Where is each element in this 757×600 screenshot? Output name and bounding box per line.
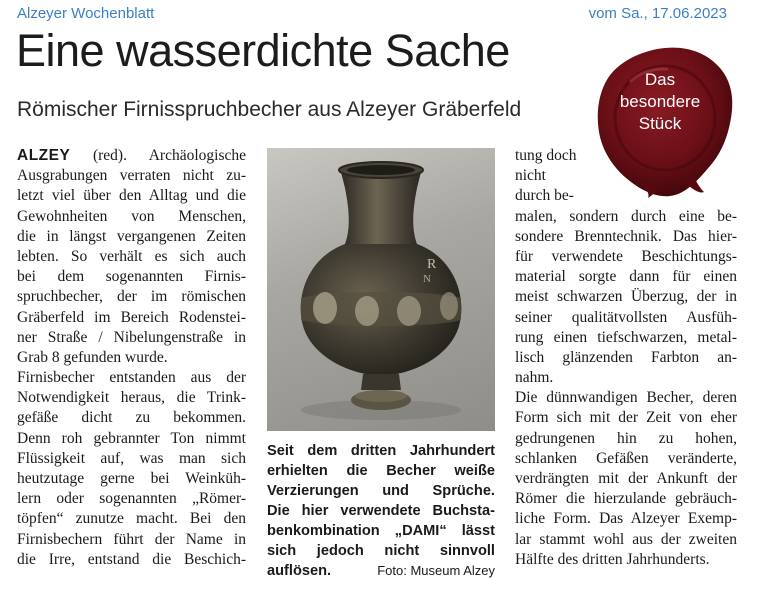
article-line: lisch glänzenden Farbton an- <box>515 348 737 366</box>
article-line: töpfen“ zunutze macht. Bei den <box>17 510 246 528</box>
article-line: nahm. <box>515 369 554 387</box>
article-line: gefäße dicht zu bekommen. <box>17 409 246 427</box>
svg-text:R: R <box>427 257 437 272</box>
badge-line: Das <box>644 70 676 89</box>
article-line <box>17 146 246 166</box>
article-line: Grab 8 gefunden wurde. <box>17 348 168 366</box>
article-line: verdrängten mit der Ankunft der <box>515 470 737 487</box>
article-line: nicht <box>515 167 546 185</box>
article-line: spruchbecher, der im römischen <box>17 288 246 306</box>
caption-last-text: auflösen. <box>267 563 332 579</box>
article-line: Denn roh gebrannter Ton nimmt <box>17 429 246 447</box>
photo-caption <box>267 441 495 581</box>
article-line: bei dem sogenannten Firnis- <box>17 268 246 286</box>
article-line: lern oder sogenannten „Römer- <box>17 490 246 508</box>
article-line: Römer die hierzulande gebräuch- <box>515 490 737 508</box>
headline: Eine wasserdichte Sache <box>16 25 510 76</box>
article-line: rung einen tiefschwarzen, metal- <box>515 328 737 346</box>
article-line: malen, sondern durch eine be- <box>515 207 737 225</box>
article-line: die in längst vergangenen Zeiten <box>17 227 246 245</box>
caption-line <box>267 561 495 581</box>
article-line: die Irre, entstand die Beschich- <box>17 550 246 568</box>
caption-line: Verzierungen und Sprüche. <box>267 483 495 499</box>
article-line: Gewohnheiten von Menschen, <box>17 207 246 225</box>
article-line: lebten. So verhält es sich auch <box>17 247 246 265</box>
publication-date: vom Sa., 17.06.2023 <box>588 5 727 22</box>
caption-line: sich jedoch nicht sinnvoll <box>267 543 495 559</box>
article-line: Notwendigkeit heraus, die Trink- <box>17 389 246 407</box>
badge-line: Stück <box>638 114 682 133</box>
article-line: für verwendete Beschichtungs- <box>515 247 737 265</box>
article-line: Hälfte des dritten Jahrhunderts. <box>515 550 710 568</box>
vase-photo <box>267 148 495 431</box>
article-line: heutzutage gerne bei Weinküh- <box>17 470 246 487</box>
article-line: Firnisbecher entstanden aus der <box>17 369 246 387</box>
photo-credit: Foto: Museum Alzey <box>377 563 495 578</box>
article-column-3 <box>515 146 737 570</box>
article-line: material sorgte dann für einen <box>515 268 737 286</box>
article-line: liche Form. Das Alzeyer Exemp- <box>515 510 737 528</box>
badge-label <box>614 69 706 135</box>
svg-text:N: N <box>423 273 431 285</box>
article-line: sondere Brenntechnik. Das hier- <box>515 227 737 245</box>
article-line: meist schwarzen Überzug, der in <box>515 288 737 306</box>
article-line: Firnisbechern führt der Name in <box>17 530 246 548</box>
article-line: durch be- <box>515 187 574 205</box>
subheadline: Römischer Firnisspruchbecher aus Alzeyer Gräberfeld <box>17 98 522 121</box>
article-line: gedrungenen hin zu hohen, <box>515 429 737 447</box>
article-line: Gräberfeld im Bereich Rodenstei- <box>17 308 246 326</box>
article-line: Form sich mit der Zeit von eher <box>515 409 737 427</box>
article-column-1 <box>17 146 246 570</box>
article-line: tung doch <box>515 147 577 164</box>
caption-line: Die hier verwendete Buchsta- <box>267 503 495 519</box>
caption-line: erhielten die Becher weiße <box>267 463 495 479</box>
article-text: (red). Archäologische <box>92 147 246 164</box>
caption-line: benkombination „DAMI“ lässt <box>267 523 495 539</box>
dateline: ALZEY <box>17 147 71 164</box>
article-line: lar stammt wohl aus der zweiten <box>515 530 737 548</box>
badge-line: besondere <box>619 92 701 111</box>
article-line: Ausgrabungen verraten nicht zu- <box>17 167 246 185</box>
article-line: Die dünnwandigen Becher, deren <box>515 389 737 407</box>
article-line: ner Straße / Nibelungenstraße in <box>17 328 246 346</box>
article-line: seiner qualitätvollsten Ausfüh- <box>515 308 737 326</box>
article-line: schlanken Gefäßen veränderte, <box>515 449 737 467</box>
caption-line: Seit dem dritten Jahrhundert <box>267 443 495 459</box>
vase-photo-icon <box>267 148 495 431</box>
article-line: letzt viel über den Alltag und die <box>17 187 246 205</box>
article-line: Flüssigkeit auf, was man sich <box>17 449 246 467</box>
newspaper-source: Alzeyer Wochenblatt <box>17 5 155 22</box>
